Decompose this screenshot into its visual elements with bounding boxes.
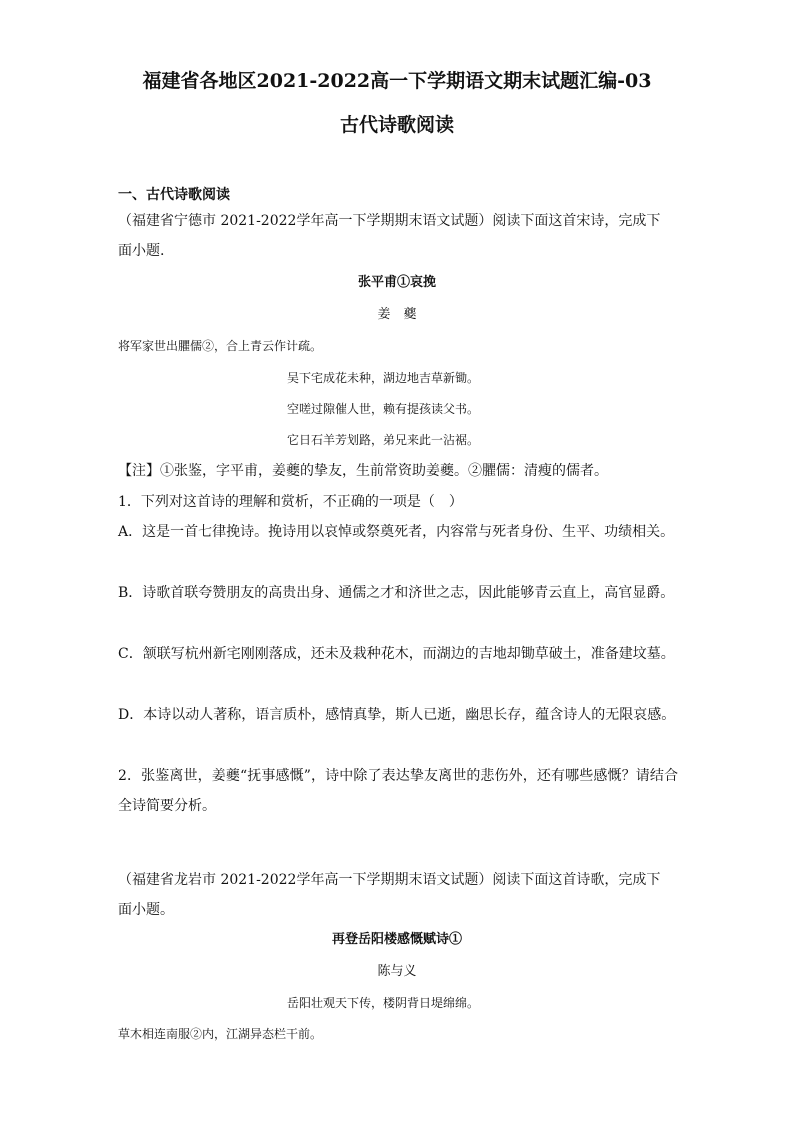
passage1-intro-line1: （福建省宁德市 2021-2022学年高一下学期期末语文试题）阅读下面这首宋诗，完成下 [118, 213, 661, 229]
document-title-line1: 福建省各地区2021-2022高一下学期语文期末试题汇编-03 [142, 70, 652, 92]
passage1-intro-line2: 面小题. [118, 243, 165, 259]
passage2-intro-line2: 面小题。 [118, 902, 174, 918]
poem2-line: 岳阳壮观天下传，楼阴背日堤绵绵。 [287, 996, 480, 1010]
poem1-line: 吴下宅成花未种，湖边地吉草新锄。 [287, 371, 480, 385]
poem1-note: 【注】①张鉴，字平甫，姜夔的挚友，生前常资助姜夔。②臞儒：清瘦的儒者。 [118, 463, 608, 479]
poem2-author: 陈与义 [377, 964, 417, 979]
question-2: 2．张鉴离世，姜夔“抚事感慨”，诗中除了表达挚友离世的悲伤外，还有哪些感慨？请结合全诗简要分析。 [118, 768, 678, 814]
poem1-line: 将军家世出臞儒②，合上青云作计疏。 [118, 339, 323, 353]
option-d: D．本诗以动人著称，语言质朴，感情真挚，斯人已逝，幽思长存，蕴含诗人的无限哀感。 [118, 707, 676, 723]
poem1-line: 空嗟过隙催人世，赖有提孩读父书。 [287, 402, 480, 416]
poem2-line: 草木相连南服②内，江湖异态栏干前。 [118, 1027, 323, 1041]
section-heading: 一、古代诗歌阅读 [118, 187, 230, 203]
poem1-author: 姜 夔 [377, 307, 417, 322]
option-a: A．这是一首七律挽诗。挽诗用以哀悼或祭奠死者，内容常与死者身份、生平、功绩相关。 [118, 524, 675, 540]
option-c: C．颔联写杭州新宅刚刚落成，还未及栽种花木，而湖边的吉地却锄草破土，准备建坟墓。 [118, 646, 675, 662]
poem1-title: 张平甫①哀挽 [357, 275, 436, 290]
document-title-line2: 古代诗歌阅读 [339, 114, 454, 136]
poem1-line: 它日石羊芳划路，弟兄来此一沾裾。 [287, 433, 480, 447]
option-b: B．诗歌首联夸赞朋友的高贵出身、通儒之才和济世之志，因此能够青云直上，高官显爵。 [118, 585, 675, 601]
poem2-title: 再登岳阳楼感慨赋诗① [331, 932, 462, 947]
question-1: 1．下列对这首诗的理解和赏析，不正确的一项是（ ） [118, 494, 463, 510]
passage2-intro-line1: （福建省龙岩市 2021-2022学年高一下学期期末语文试题）阅读下面这首诗歌，完成下 [118, 872, 661, 888]
